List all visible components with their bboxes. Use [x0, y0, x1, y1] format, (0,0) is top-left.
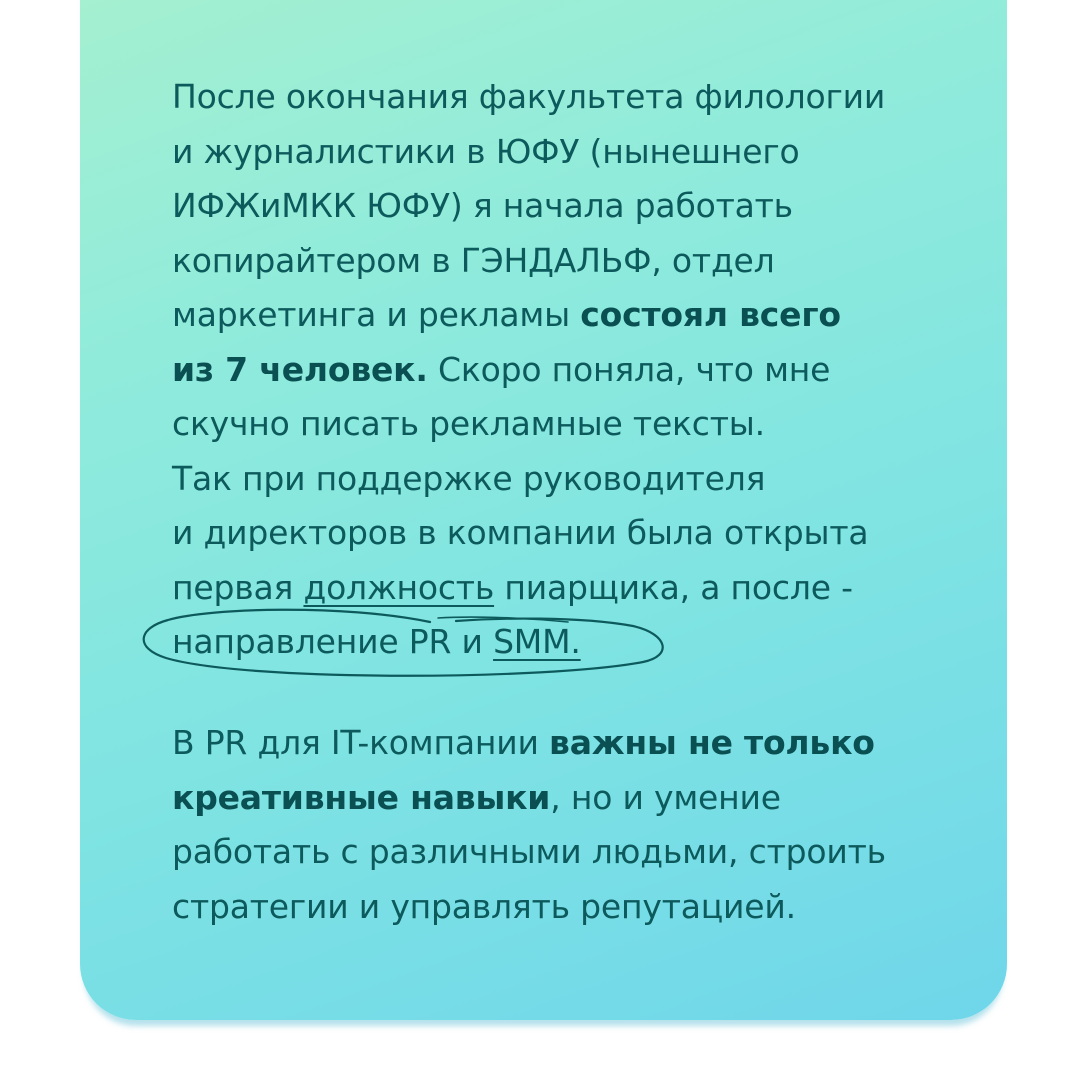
underlined-word-position: должность	[303, 567, 495, 607]
text-line-circled	[172, 615, 972, 670]
text-regular: направление PR и	[172, 622, 494, 661]
text-line: ИФЖиМКК ЮФУ) я начала работать	[172, 186, 793, 225]
text-line: и директоров в компании была открыта	[172, 513, 869, 552]
text-regular: , но и умение	[550, 777, 781, 817]
text-emphasis: из 7 человек.	[172, 349, 428, 389]
text-line	[172, 343, 972, 398]
text-emphasis: креативные навыки	[172, 777, 551, 817]
text-line: Так при поддержке руководителя	[172, 458, 766, 498]
underlined-word-smm: SMM.	[493, 622, 581, 661]
text-regular: первая	[172, 567, 304, 607]
text-line	[172, 716, 972, 771]
paragraph-career-story	[172, 70, 972, 670]
text-emphasis: состоял всего	[580, 295, 841, 334]
text-regular: пиарщика, а после -	[494, 567, 853, 607]
text-line	[172, 561, 972, 616]
text-emphasis: важны не только	[549, 723, 875, 762]
paragraph-pr-skills	[172, 716, 972, 934]
text-line: копирайтером в ГЭНДАЛЬФ, отдел	[172, 240, 775, 280]
text-line: скучно писать рекламные тексты.	[172, 404, 765, 443]
text-line: и журналистики в ЮФУ (нынешнего	[172, 131, 800, 171]
text-regular: Скоро поняла, что мне	[427, 349, 831, 389]
text-regular: маркетинга и рекламы	[172, 295, 581, 334]
text-regular: В PR для IT-компании	[172, 723, 550, 762]
text-line	[172, 288, 972, 343]
text-line: После окончания факультета филологии	[172, 77, 886, 116]
text-line: стратегии и управлять репутацией.	[172, 886, 796, 926]
text-line	[172, 771, 972, 826]
text-line: работать с различными людьми, строить	[172, 832, 886, 871]
